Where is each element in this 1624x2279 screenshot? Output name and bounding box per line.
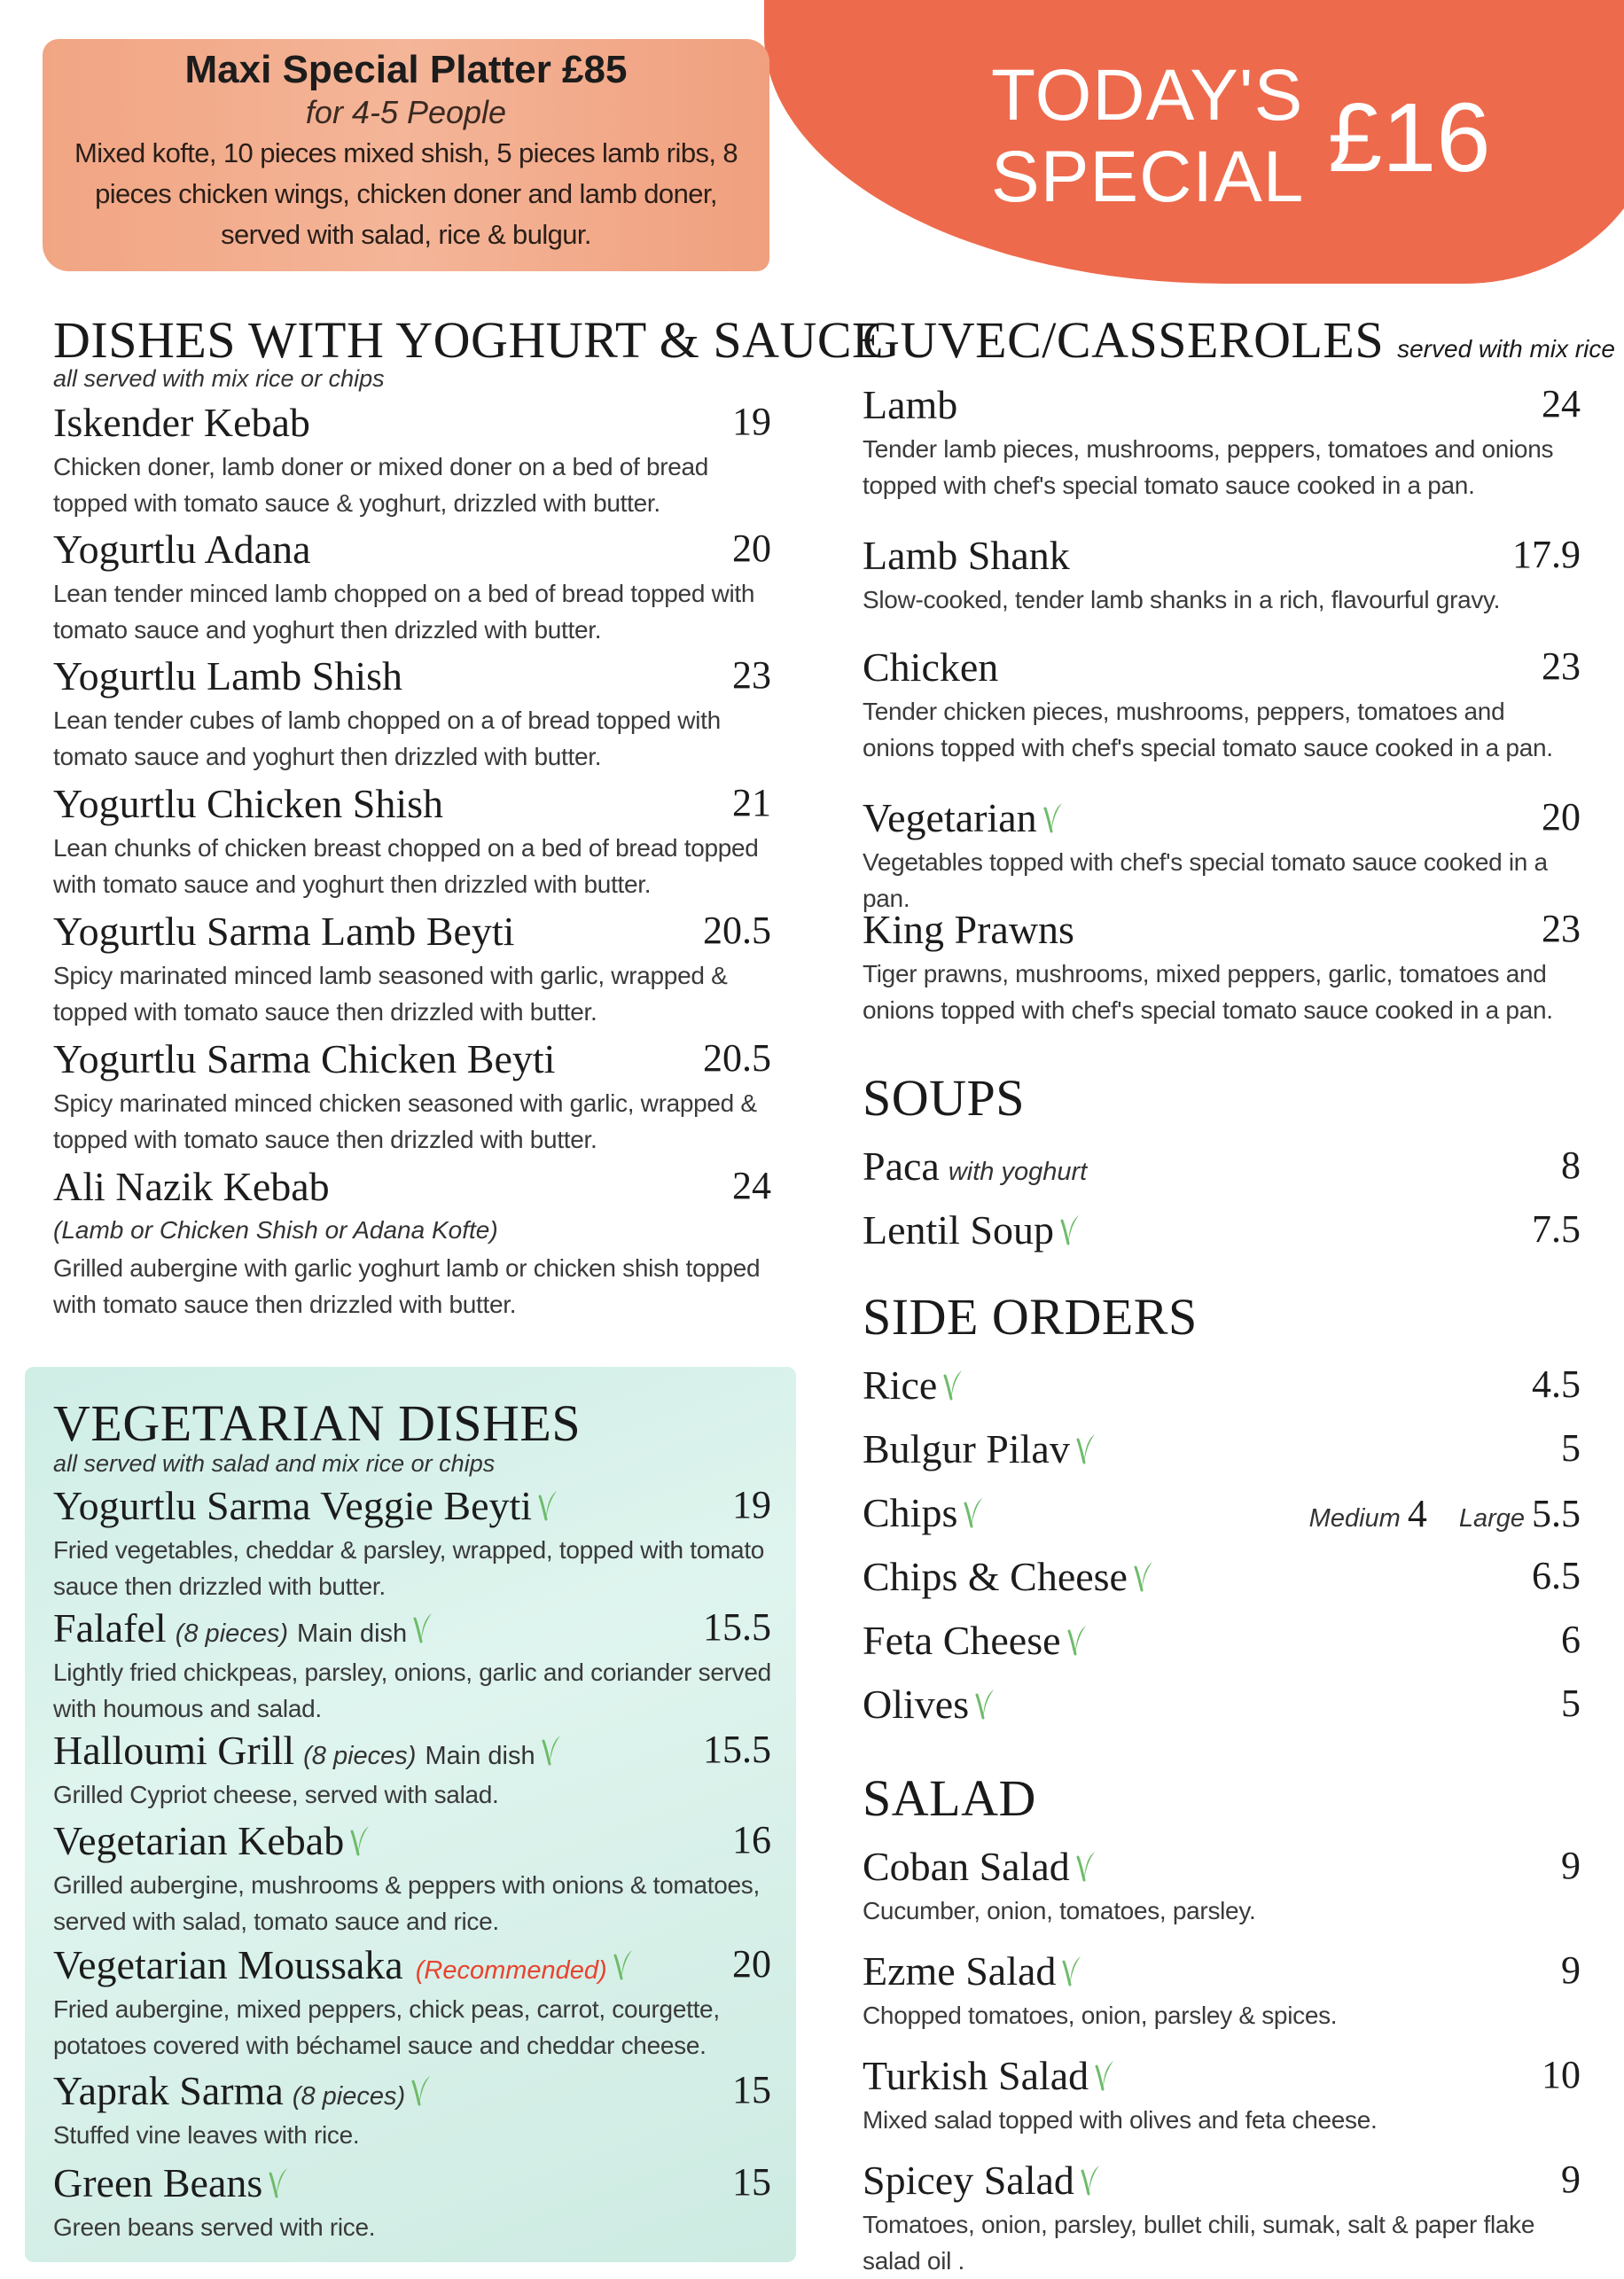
menu-item-price: 5: [1561, 1426, 1581, 1470]
menu-item-price: 23: [732, 653, 771, 697]
todays-special-price: £16: [1328, 83, 1491, 192]
leaf-icon: [1094, 2059, 1115, 2091]
menu-item-price: 23: [1542, 644, 1581, 688]
menu-item-note: (8 pieces): [303, 1742, 417, 1770]
menu-item-title: Lamb Shank: [863, 533, 1070, 578]
menu-item-title: Spicey Salad: [863, 2158, 1074, 2203]
menu-item-price: 20: [732, 527, 771, 570]
menu-item-description: Vegetables topped with chef's special tomato sauce cooked in a pan.: [863, 848, 1548, 912]
menu-item: [53, 526, 771, 648]
menu-item-title: Ezme Salad: [863, 1948, 1057, 1994]
platter-description: Mixed kofte, 10 pieces mixed shish, 5 pieces lamb ribs, 8 pieces chicken wings, chicken doner and lamb doner, served with salad, rice & bulgur.: [74, 137, 738, 250]
menu-item-description: Grilled aubergine, mushrooms & peppers with onions & tomatoes, served with salad, tomato sauce and rice.: [53, 1871, 760, 1935]
menu-item-note: (8 pieces): [292, 2082, 406, 2111]
menu-item-price: 24: [732, 1164, 771, 1207]
menu-item-description: Tiger prawns, mushrooms, mixed peppers, garlic, tomatoes and onions topped with chef's special tomato sauce cooked in a pan.: [863, 960, 1553, 1024]
special-line1: TODAY'S: [991, 55, 1304, 136]
menu-item-title: Vegetarian Moussaka: [53, 1942, 403, 1987]
menu-item-title: Chips & Cheese: [863, 1554, 1128, 1599]
menu-item-name: [53, 1035, 555, 1082]
menu-item-header: [863, 1843, 1581, 1893]
menu-item-price: 4.5: [1532, 1362, 1581, 1406]
menu-item-price: 15.5: [703, 1605, 771, 1649]
menu-item-description: Fried vegetables, cheddar & parsley, wrapped, topped with tomato sauce then drizzled with butter.: [53, 1536, 765, 1600]
menu-item-name: [863, 1553, 1154, 1600]
menu-item-title: Yogurtlu Sarma Veggie Beyti: [53, 1483, 533, 1528]
menu-item-header: [863, 644, 1581, 693]
price-medium: 4: [1407, 1492, 1427, 1535]
menu-item-title: Yogurtlu Lamb Shish: [53, 653, 403, 699]
menu-item-description: Lean tender minced lamb chopped on a bed of bread topped with tomato sauce and yoghurt then drizzled with butter.: [53, 580, 755, 644]
menu-item-title: King Prawns: [863, 907, 1074, 952]
menu-item-header: [53, 399, 771, 449]
menu-item-description: Grilled Cypriot cheese, served with salad.: [53, 1781, 499, 1808]
maxi-platter-box: [43, 39, 769, 271]
menu-item-header: [863, 1143, 1581, 1192]
menu-item-header: [863, 1681, 1581, 1730]
menu-item-name: [53, 1941, 634, 1988]
menu-item-header: [863, 906, 1581, 956]
menu-item-header: [863, 2052, 1581, 2102]
menu-item: [863, 644, 1581, 766]
menu-item: [53, 780, 771, 902]
menu-item: [863, 2052, 1581, 2138]
leaf-icon: [268, 2166, 289, 2198]
menu-item-title: Coban Salad: [863, 1844, 1070, 1889]
menu-item-title: Lentil Soup: [863, 1207, 1054, 1253]
menu-item: [863, 1425, 1581, 1475]
menu-item-description: Tender lamb pieces, mushrooms, peppers, tomatoes and onions topped with chef's special tomato sauce cooked in a pan.: [863, 435, 1554, 499]
menu-item-header: [863, 1206, 1581, 1256]
leaf-icon: [1066, 1624, 1088, 1656]
menu-item-header: [863, 2157, 1581, 2206]
menu-item: [53, 1604, 771, 1727]
menu-item-description: Slow-cooked, tender lamb shanks in a rich, flavourful gravy.: [863, 586, 1501, 613]
menu-item-subtitle: (Lamb or Chicken Shish or Adana Kofte): [53, 1216, 498, 1244]
menu-item-name: [53, 1163, 330, 1210]
menu-item-name: [863, 381, 957, 428]
leaf-icon: [1133, 1560, 1154, 1592]
menu-item-price: 20: [732, 1942, 771, 1986]
menu-item-name: [53, 1482, 558, 1529]
menu-item-header: [53, 1817, 771, 1867]
menu-item-title: Halloumi Grill: [53, 1728, 295, 1773]
soups-section: [863, 1068, 1581, 1272]
menu-item-price: 6: [1561, 1618, 1581, 1661]
leaf-icon: [613, 1948, 634, 1980]
leaf-icon: [1061, 1955, 1082, 1986]
menu-item-name: [863, 794, 1064, 841]
menu-item-header: [53, 652, 771, 702]
todays-special-label: [991, 55, 1304, 218]
section-title: SALAD: [863, 1769, 1036, 1827]
menu-item-name: [53, 2067, 432, 2114]
menu-item-name: [53, 1604, 433, 1651]
section-title: VEGETARIAN DISHES: [53, 1394, 582, 1452]
menu-item-header: [53, 2159, 771, 2209]
menu-item-description: Spicy marinated minced lamb seasoned with garlic, wrapped & topped with tomato sauce then drizzled with butter.: [53, 962, 728, 1026]
platter-title: Maxi Special Platter £85: [184, 48, 628, 91]
menu-item-header: [53, 526, 771, 575]
menu-item-name: [863, 1681, 995, 1728]
menu-item-header: [53, 780, 771, 830]
menu-item-title: Yogurtlu Sarma Lamb Beyti: [53, 909, 515, 954]
menu-item-name: [863, 2052, 1115, 2099]
menu-item: [53, 1817, 771, 1939]
yoghurt-section: [53, 301, 884, 1365]
menu-item-name: [863, 1143, 1087, 1190]
leaf-icon: [1075, 1850, 1097, 1882]
menu-item-price: 17.9: [1512, 533, 1581, 576]
guvec-section: [863, 301, 1615, 1064]
menu-item-title: Lamb: [863, 382, 958, 427]
menu-item: [53, 399, 771, 521]
menu-item-header: [863, 1617, 1581, 1666]
menu-item-name: [863, 1617, 1088, 1664]
menu-item: [863, 1947, 1581, 2033]
menu-item-price: 9: [1561, 1948, 1581, 1992]
menu-item-header: [863, 1425, 1581, 1475]
menu-item: [863, 1843, 1581, 1929]
menu-item-description: Lean tender cubes of lamb chopped on a of bread topped with tomato sauce and yoghurt then drizzled with butter.: [53, 706, 721, 770]
menu-item-title: Yaprak Sarma: [53, 2068, 284, 2113]
leaf-icon: [942, 1369, 964, 1401]
menu-item: [863, 1206, 1581, 1256]
leaf-icon: [349, 1824, 371, 1856]
menu-item-price: 8: [1561, 1143, 1581, 1187]
menu-item-note: Main dish: [297, 1619, 408, 1648]
section-note: served with mix rice: [1397, 335, 1615, 363]
menu-item: [863, 906, 1581, 1028]
leaf-icon: [537, 1489, 558, 1521]
special-line2: SPECIAL: [991, 137, 1305, 217]
menu-item-header: [53, 1163, 771, 1213]
menu-item-name: [863, 1206, 1081, 1253]
menu-item: [863, 1617, 1581, 1666]
menu-item-title: Turkish Salad: [863, 2053, 1089, 2098]
menu-item-title: Olives: [863, 1682, 970, 1727]
menu-item-name: [863, 906, 1074, 953]
menu-item-header: [863, 381, 1581, 431]
menu-item: [863, 1143, 1581, 1192]
menu-item: [863, 1489, 1581, 1539]
section-title: SOUPS: [863, 1069, 1026, 1127]
price-large: 5.5: [1532, 1492, 1581, 1535]
menu-item-header: [53, 1941, 771, 1991]
menu-item-title: Feta Cheese: [863, 1618, 1061, 1663]
section-title: [863, 310, 1615, 370]
section-note: all served with mix rice or chips: [53, 365, 385, 392]
leaf-icon: [1059, 1214, 1081, 1245]
leaf-icon: [1042, 801, 1064, 833]
menu-item-title: Yogurtlu Adana: [53, 527, 311, 572]
menu-item-header: [53, 1727, 771, 1776]
menu-item-price: 7.5: [1532, 1207, 1581, 1251]
menu-item-name: [53, 1817, 371, 1864]
menu-item-header: [863, 1489, 1581, 1539]
menu-item-description: Grilled aubergine with garlic yoghurt lamb or chicken shish topped with tomato sauce then drizzled with butter.: [53, 1254, 761, 1318]
menu-item-name: [863, 1425, 1097, 1472]
leaf-icon: [412, 1612, 433, 1643]
menu-item: [53, 652, 771, 775]
menu-item-name: [53, 399, 310, 446]
menu-item: [53, 1482, 771, 1604]
menu-item-price: 23: [1542, 907, 1581, 950]
menu-item: [53, 1035, 771, 1158]
salad-section: [863, 1768, 1581, 2275]
leaf-icon: [410, 2074, 432, 2106]
menu-item-name: [53, 2159, 289, 2206]
size-label-large: Large: [1458, 1504, 1525, 1533]
menu-item-title: Chicken: [863, 644, 999, 690]
menu-item-price: 16: [732, 1818, 771, 1861]
platter-subtitle: for 4-5 People: [305, 94, 507, 130]
menu-item-name: [863, 1843, 1097, 1890]
menu-item-title: Ali Nazik Kebab: [53, 1164, 330, 1209]
menu-item-price: 24: [1542, 382, 1581, 425]
menu-item-price: 9: [1561, 2158, 1581, 2201]
leaf-icon: [974, 1688, 995, 1720]
menu-item-name: [863, 1947, 1082, 1994]
menu-item-description: Stuffed vine leaves with rice.: [53, 2121, 360, 2149]
menu-item: [53, 908, 771, 1030]
menu-item-price: 20.5: [703, 1036, 771, 1080]
section-title: DISHES WITH YOGHURT & SAUCE: [53, 311, 884, 369]
menu-item-header: [53, 1604, 771, 1654]
menu-item-description: Green beans served with rice.: [53, 2213, 376, 2241]
menu-item: [863, 1553, 1581, 1603]
menu-item-price: 20.5: [703, 909, 771, 952]
menu-item-note: with yoghurt: [948, 1158, 1088, 1186]
menu-item-header: [863, 1362, 1581, 1411]
menu-item-price: 20: [1542, 795, 1581, 839]
menu-item-description: Mixed salad topped with olives and feta cheese.: [863, 2106, 1378, 2134]
menu-item-title: Yogurtlu Chicken Shish: [53, 781, 444, 826]
menu-item-header: [53, 1035, 771, 1085]
recommended-badge: (Recommended): [415, 1956, 607, 1985]
menu-item-title: Vegetarian: [863, 795, 1037, 840]
menu-item-title: Iskender Kebab: [53, 400, 310, 445]
menu-item: [863, 1362, 1581, 1411]
menu-item-price: 19: [732, 1483, 771, 1526]
vegetarian-section: [53, 1383, 771, 2260]
menu-item-description: Spicy marinated minced chicken seasoned with garlic, wrapped & topped with tomato sauce then drizzled with butter.: [53, 1089, 757, 1153]
menu-item-name: [53, 652, 402, 699]
menu-item-note: (8 pieces): [175, 1619, 289, 1648]
menu-item-description: Chicken doner, lamb doner or mixed doner on a bed of bread topped with tomato sauce & yoghurt, drizzled with butter.: [53, 453, 709, 517]
menu-item-name: [53, 1727, 562, 1774]
leaf-icon: [1075, 1432, 1097, 1464]
menu-item-price: 9: [1561, 1844, 1581, 1887]
menu-item-title: Green Beans: [53, 2160, 263, 2205]
menu-item: [863, 532, 1581, 618]
menu-item-price: 5: [1561, 1682, 1581, 1725]
leaf-icon: [1080, 2164, 1101, 2196]
menu-item-price: 15.5: [703, 1728, 771, 1771]
menu-item-description: Chopped tomatoes, onion, parsley & spices.: [863, 2002, 1338, 2029]
size-prices: [1309, 1491, 1581, 1536]
menu-item-name: [53, 780, 443, 827]
menu-item-header: [863, 794, 1581, 844]
menu-item: [53, 1941, 771, 2064]
menu-item-name: [863, 2157, 1101, 2204]
leaf-icon: [963, 1496, 984, 1528]
menu-item-price: 15: [732, 2160, 771, 2204]
menu-item-header: [53, 1482, 771, 1532]
menu-item-title: Vegetarian Kebab: [53, 1818, 345, 1863]
menu-item-header: [863, 532, 1581, 581]
menu-item-header: [53, 2067, 771, 2117]
menu-item-description: Tender chicken pieces, mushrooms, peppers, tomatoes and onions topped with chef's special tomato sauce cooked in a pan.: [863, 698, 1553, 761]
menu-item-header: [863, 1947, 1581, 1997]
menu-item-header: [863, 1553, 1581, 1603]
leaf-icon: [541, 1734, 562, 1766]
section-note: all served with salad and mix rice or chips: [53, 1450, 496, 1477]
menu-item-header: [53, 908, 771, 957]
menu-item: [53, 2159, 771, 2245]
menu-item-price: 15: [732, 2068, 771, 2111]
menu-item: [863, 1681, 1581, 1730]
menu-item-name: [53, 526, 311, 573]
menu-item-name: [863, 644, 998, 691]
menu-item-name: [53, 908, 514, 955]
menu-item-title: Paca: [863, 1143, 940, 1189]
menu-item-description: Fried aubergine, mixed peppers, chick peas, carrot, courgette, potatoes covered with béchamel sauce and cheddar cheese.: [53, 1995, 720, 2059]
side-orders-section: [863, 1287, 1581, 1748]
menu-item-title: Bulgur Pilav: [863, 1426, 1070, 1471]
menu-item-description: Lean chunks of chicken breast chopped on a bed of bread topped with tomato sauce and yoghurt then drizzled with butter.: [53, 834, 759, 898]
menu-item: [53, 1727, 771, 1813]
menu-item-price: 19: [732, 400, 771, 443]
menu-item: [53, 2067, 771, 2153]
menu-item-name: [863, 1362, 964, 1409]
menu-item-title: Chips: [863, 1490, 958, 1535]
menu-item-name: [863, 532, 1070, 579]
menu-item-description: Lightly fried chickpeas, parsley, onions, garlic and coriander served with houmous and salad.: [53, 1659, 771, 1722]
menu-item-title: Rice: [863, 1362, 938, 1408]
menu-item-note: Main dish: [425, 1742, 535, 1770]
menu-item: [863, 794, 1581, 917]
section-title: SIDE ORDERS: [863, 1288, 1198, 1346]
menu-item: [53, 1163, 771, 1323]
menu-item: [863, 2157, 1581, 2279]
section-title-text: GUVEC/CASSEROLES: [863, 311, 1385, 369]
menu-item-description: Cucumber, onion, tomatoes, parsley.: [863, 1897, 1256, 1924]
menu-item-name: [863, 1489, 984, 1536]
menu-item-title: Falafel: [53, 1605, 167, 1651]
menu-item-price: 21: [732, 781, 771, 824]
menu-item: [863, 381, 1581, 503]
menu-item-description: Tomatoes, onion, parsley, bullet chili, sumak, salt & paper flake salad oil .: [863, 2211, 1535, 2275]
menu-item-price: 10: [1542, 2053, 1581, 2096]
size-label-medium: Medium: [1308, 1504, 1401, 1533]
menu-item-price: 6.5: [1532, 1554, 1581, 1597]
menu-item-title: Yogurtlu Sarma Chicken Beyti: [53, 1036, 556, 1081]
